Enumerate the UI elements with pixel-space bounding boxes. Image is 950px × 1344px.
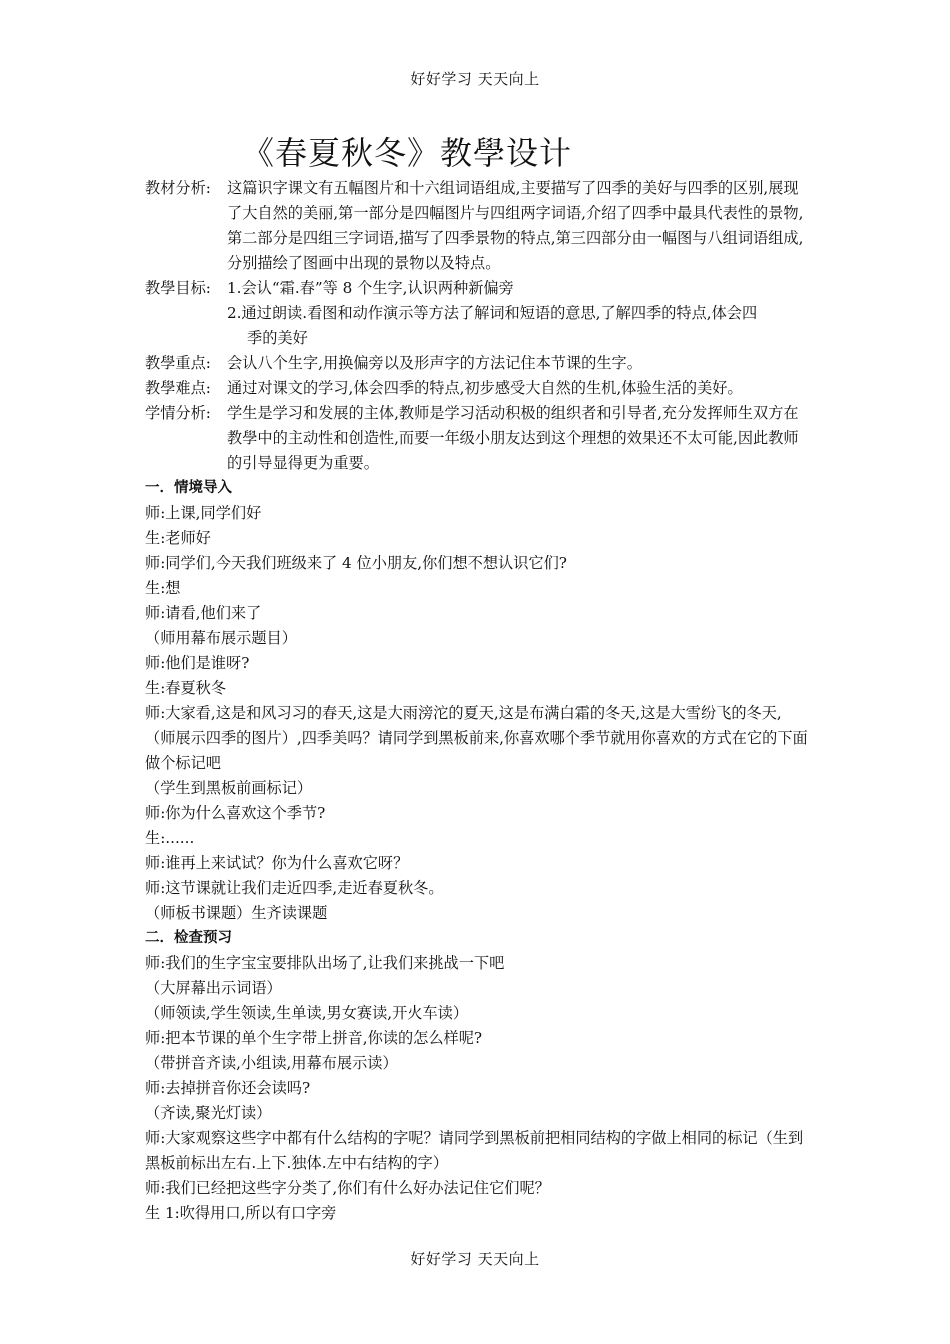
section-heading: 二．检查预习	[145, 930, 232, 946]
meta-goal-2-continued: 季的美好	[247, 329, 308, 347]
dialogue-line: 生:想	[145, 579, 181, 597]
document-body	[145, 176, 810, 1226]
dialogue-line: 师:大家看,这是和风习习的春天,这是大雨滂沱的夏天,这是布满白霜的冬天,这是大雪纷飞的冬天,（师展示四季的图片）,四季美吗？请同学到黑板前来,你喜欢哪个季节就用你喜欢的方式在它的下面做个标记吧	[145, 704, 808, 772]
meta-goal	[145, 276, 810, 301]
dialogue-line: （大屏幕出示词语）	[145, 979, 282, 997]
meta-text: 会认八个生字,用换偏旁以及形声字的方法记住本节课的生字。	[227, 354, 642, 372]
section-lines	[145, 501, 810, 926]
dialogue-line: 师:他们是谁呀?	[145, 654, 250, 672]
meta-label: 教學重点:	[145, 354, 211, 372]
dialogue-line: 师:把本节课的单个生字带上拼音,你读的怎么样呢?	[145, 1029, 483, 1047]
page-header: 好好学习 天天向上	[410, 70, 540, 88]
dialogue-line: 师:去掉拼音你还会读吗?	[145, 1079, 311, 1097]
dialogue-line: （学生到黑板前画标记）	[145, 779, 313, 797]
meta-goal-2	[145, 301, 810, 326]
dialogue-line: 师:这节课就让我们走近四季,走近春夏秋冬。	[145, 879, 444, 897]
dialogue-line: 师:你为什么喜欢这个季节?	[145, 804, 326, 822]
meta-text: 2.通过朗读.看图和动作演示等方法了解词和短语的意思,了解四季的特点,体会四	[227, 304, 758, 322]
dialogue-line: （师板书课题）生齐读课题	[145, 904, 328, 922]
page-footer: 好好学习 天天向上	[410, 1250, 540, 1268]
dialogue-line: 师:大家观察这些字中都有什么结构的字呢？请同学到黑板前把相同结构的字做上相同的标记（生到黑板前标出左右.上下.独体.左中右结构的字）	[145, 1129, 804, 1172]
dialogue-line: 师:我们的生字宝宝要排队出场了,让我们来挑战一下吧	[145, 954, 505, 972]
meta-key-points	[145, 351, 810, 376]
dialogue-line: 生:春夏秋冬	[145, 679, 227, 697]
meta-label: 学情分析:	[145, 404, 211, 422]
dialogue-line: （带拼音齐读,小组读,用幕布展示读）	[145, 1054, 398, 1072]
dialogue-line: 师:同学们,今天我们班级来了 4 位小朋友,你们想不想认识它们?	[145, 554, 567, 572]
meta-difficulty	[145, 376, 810, 401]
dialogue-line: 师:谁再上来试试？你为什么喜欢它呀？	[145, 854, 409, 872]
meta-label: 教學目标:	[145, 279, 211, 297]
meta-analysis	[145, 176, 810, 276]
dialogue-line: 生:......	[145, 829, 195, 847]
dialogue-line: （师领读,学生领读,生单读,男女赛读,开火车读）	[145, 1004, 469, 1022]
dialogue-line: 生:老师好	[145, 529, 211, 547]
dialogue-line: 师:请看,他们来了	[145, 604, 262, 622]
meta-text: 学生是学习和发展的主体,教师是学习活动积极的组织者和引导者,充分发挥师生双方在教學中的主动性和创造性,而要一年级小朋友达到这个理想的效果还不太可能,因此教师的引导显得更为重要。	[227, 404, 799, 472]
dialogue-line: （师用幕布展示题目）	[145, 629, 297, 647]
dialogue-line: 师:上课,同学们好	[145, 504, 262, 522]
meta-text: 1.会认“霜.春”等 8 个生字,认识两种新偏旁	[227, 279, 514, 297]
document-title: 《春夏秋冬》教學设计	[242, 134, 573, 172]
dialogue-line: 生 1:吹得用口,所以有口字旁	[145, 1204, 337, 1222]
meta-label: 教材分析:	[145, 179, 211, 197]
meta-label: 教學难点:	[145, 379, 211, 397]
dialogue-line: （齐读,聚光灯读）	[145, 1104, 272, 1122]
meta-text: 这篇识字课文有五幅图片和十六组词语组成,主要描写了四季的美好与四季的区别,展现了大自然的美丽,第一部分是四幅图片与四组两字词语,介绍了四季中最具代表性的景物,第二部分是四组三字词语,描写了四季景物的特点,第三四部分由一幅图与八组词语组成,分别描绘了图画中出现的景物以及特点。	[227, 179, 804, 272]
meta-situation	[145, 401, 810, 476]
dialogue-line: 师:我们已经把这些字分类了,你们有什么好办法记住它们呢？	[145, 1179, 550, 1197]
section-heading: 一．情境导入	[145, 480, 232, 496]
section-lines	[145, 951, 810, 1226]
meta-text: 通过对课文的学习,体会四季的特点,初步感受大自然的生机,体验生活的美好。	[227, 379, 743, 397]
